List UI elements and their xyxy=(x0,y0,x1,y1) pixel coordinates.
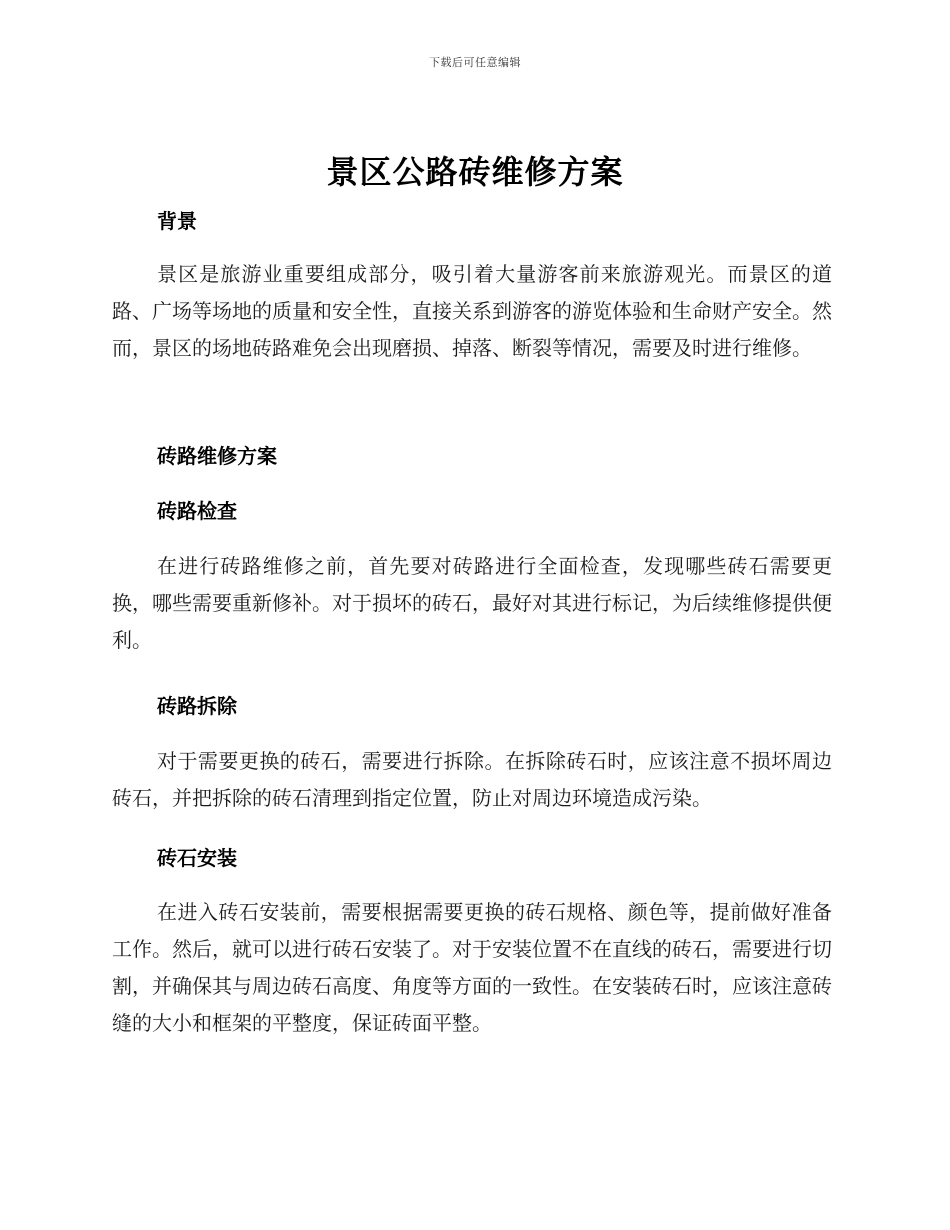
document-title: 景区公路砖维修方案 xyxy=(326,153,624,191)
section-body-background: 景区是旅游业重要组成部分，吸引着大量游客前来旅游观光。而景区的道路、广场等场地的质量和安全性，直接关系到游客的游览体验和生命财产安全。然而，景区的场地砖路难免会出现磨损、掉落、断裂等情况，需要及时进行维修。 xyxy=(112,262,832,360)
section-body-inspection: 在进行砖路维修之前，首先要对砖路进行全面检查，发现哪些砖石需要更换，哪些需要重新修补。对于损坏的砖石，最好对其进行标记，为后续维修提供便利。 xyxy=(112,554,832,652)
section-heading-removal: 砖路拆除 xyxy=(157,694,237,718)
section-heading-inspection: 砖路检查 xyxy=(157,499,237,523)
section-heading-background: 背景 xyxy=(157,209,197,233)
section-body-removal: 对于需要更换的砖石，需要进行拆除。在拆除砖石时，应该注意不损坏周边砖石，并把拆除的砖石清理到指定位置，防止对周边环境造成污染。 xyxy=(112,749,832,810)
header-note: 下载后可任意编辑 xyxy=(429,56,521,69)
section-heading-repair-plan: 砖路维修方案 xyxy=(157,444,277,468)
section-heading-installation: 砖石安装 xyxy=(157,846,237,870)
section-body-installation: 在进入砖石安装前，需要根据需要更换的砖石规格、颜色等，提前做好准备工作。然后，就可以进行砖石安装了。对于安装位置不在直线的砖石，需要进行切割，并确保其与周边砖石高度、角度等方面的一致性。在安装砖石时，应该注意砖缝的大小和框架的平整度，保证砖面平整。 xyxy=(112,900,832,1035)
